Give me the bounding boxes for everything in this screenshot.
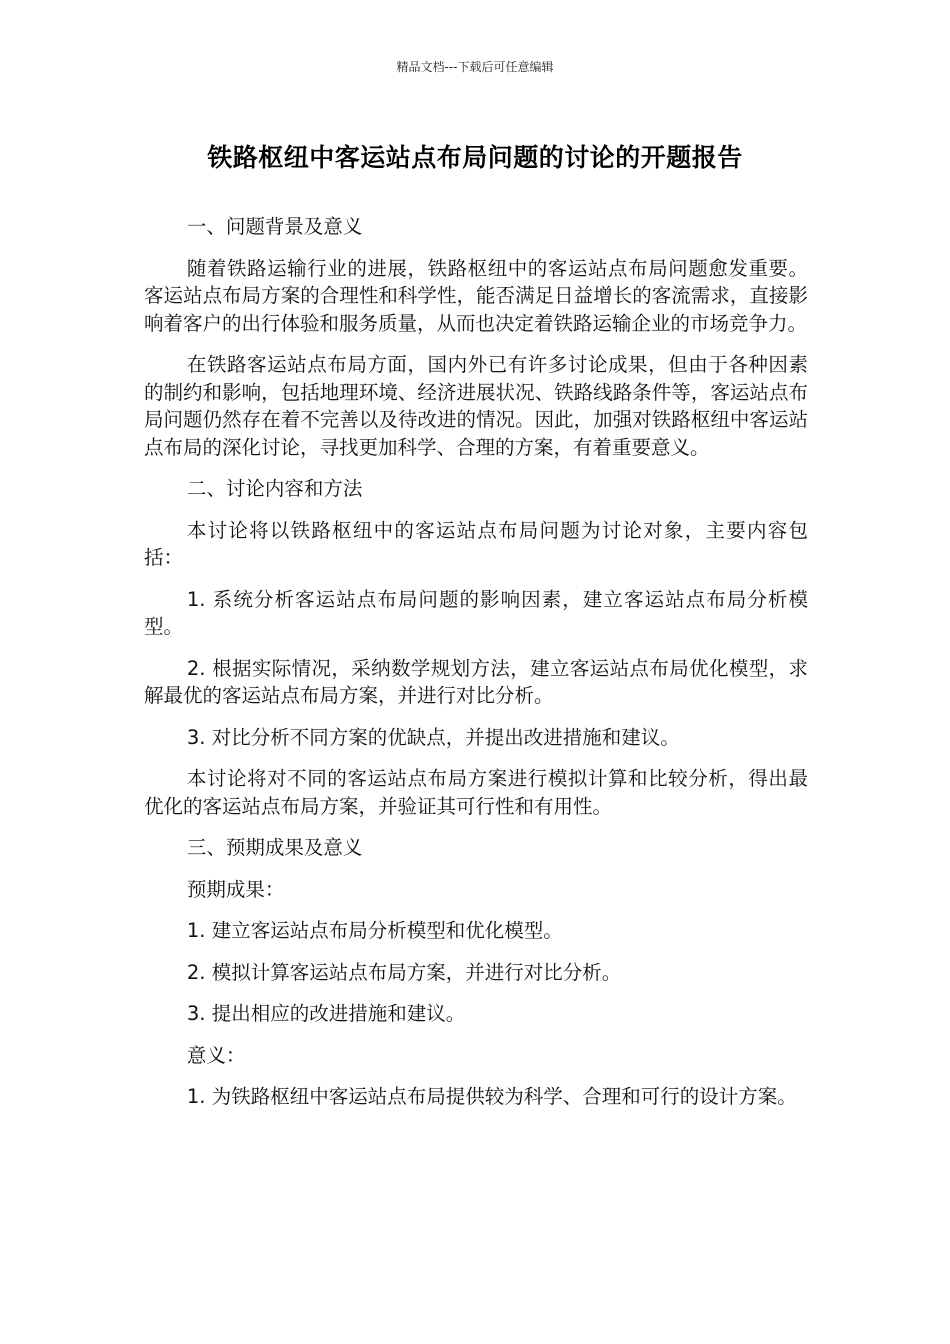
section-heading-content-method: 二、讨论内容和方法 <box>186 477 363 500</box>
list-item: 2. 根据实际情况，采纳数学规划方法，建立客运站点布局优化模型，求解最优的客运站点布局方案，并进行对比分析。 <box>144 656 808 707</box>
list-item: 3. 提出相应的改进措施和建议。 <box>186 1002 466 1025</box>
header-note: 精品文档---下载后可任意编辑 <box>396 60 554 74</box>
paragraph: 本讨论将以铁路枢纽中的客运站点布局问题为讨论对象，主要内容包括： <box>144 518 808 569</box>
subheading-expected-results: 预期成果： <box>186 877 285 901</box>
document-title: 铁路枢纽中客运站点布局问题的讨论的开题报告 <box>207 143 743 172</box>
section-heading-background: 一、问题背景及意义 <box>186 215 363 238</box>
paragraph: 本讨论将对不同的客运站点布局方案进行模拟计算和比较分析，得出最优化的客运站点布局方案，并验证其可行性和有用性。 <box>144 767 808 818</box>
document-body <box>144 213 808 1125</box>
list-item: 3. 对比分析不同方案的优缺点，并提出改进措施和建议。 <box>186 725 680 749</box>
section-heading-expected-results: 三、预期成果及意义 <box>186 836 363 859</box>
paragraph: 在铁路客运站点布局方面，国内外已有许多讨论成果，但由于各种因素的制约和影响，包括地理环境、经济进展状况、铁路线路条件等，客运站点布局问题仍然存在着不完善以及待改进的情况。因此，加强对铁路枢纽中客运站点布局的深化讨论，寻找更加科学、合理的方案，有着重要意义。 <box>144 353 808 459</box>
list-item: 1. 建立客运站点布局分析模型和优化模型。 <box>186 919 563 942</box>
list-item: 2. 模拟计算客运站点布局方案，并进行对比分析。 <box>186 960 622 984</box>
subheading-significance: 意义： <box>186 1043 246 1067</box>
paragraph: 随着铁路运输行业的进展，铁路枢纽中的客运站点布局问题愈发重要。客运站点布局方案的合理性和科学性，能否满足日益增长的客流需求，直接影响着客户的出行体验和服务质量，从而也决定着铁路运输企业的市场竞争力。 <box>144 256 808 335</box>
list-item: 1. 为铁路枢纽中客运站点布局提供较为科学、合理和可行的设计方案。 <box>186 1085 797 1108</box>
list-item: 1. 系统分析客运站点布局问题的影响因素，建立客运站点布局分析模型。 <box>144 587 808 638</box>
